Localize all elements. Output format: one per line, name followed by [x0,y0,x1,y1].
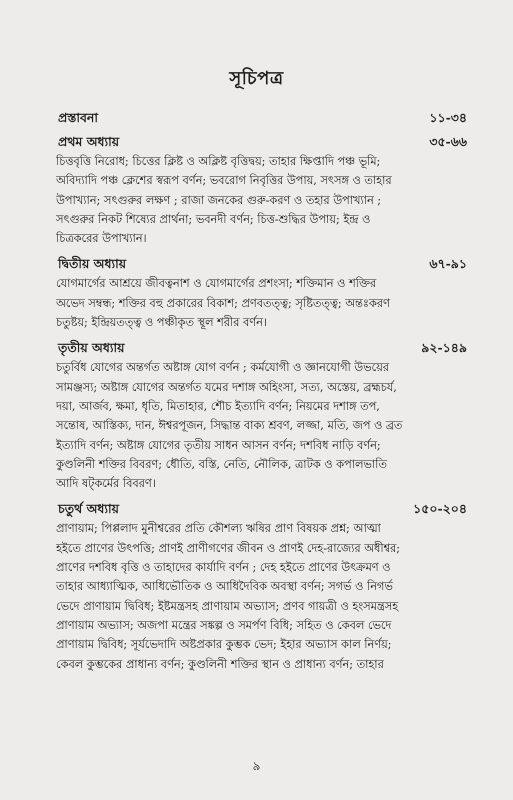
entry-pages: ৩৫-৬৬ [429,134,467,149]
entry-title: দ্বিতীয় অধ্যায় [58,256,127,272]
entry-pages: ৬৭-৯১ [429,256,467,272]
summary-line: অবিদ্যাদি পঞ্চ ক্লেশের স্বরূপ বর্ণন; ভবরোগ নিবৃত্তির উপায়, সৎসঙ্গ ও তাহার [56,174,392,188]
summary-line: কেবল কুম্ভকের প্রাধান্য বর্ণন; কুণ্ডলিনী শক্তির স্থান ও প্রাধান্য বর্ণন; তাহার [56,657,384,671]
table-of-contents [56,108,469,680]
summary-line: যোগমার্গের আশ্রয়ে জীবত্বনাশ ও যোগমার্গের প্রশংসা; শক্তিমান ও শক্তির [56,277,377,291]
summary-line: ভেদে প্রাণায়াম দ্বিবিধ; ইষ্টমন্ত্রসহ প্রাণায়াম অভ্যাস; প্রণব গায়ত্রী ও হংসমন্ত্রসহ [56,599,399,613]
summary-line: চতুষ্টয়; ইন্দ্রিয়তত্ত্ব ও পঞ্চীকৃত স্থূল শরীর বর্ণন। [56,316,267,330]
entry-pages: ৯২-১৪৯ [421,340,467,356]
summary-line: উপাখ্যান; সৎগুরুর লক্ষণ ; রাজা জনকের গুরু-করণ ও তহার উপাখ্যান ; [56,193,382,207]
summary-line: সামঞ্জস্য; অষ্টাঙ্গ যোগের অন্তর্গত যমের দশাঙ্গ অহিংসা, সত্য, অস্তেয়, ব্রহ্মচর্য, [56,380,397,394]
summary-line: অভেদ সম্বন্ধ; শক্তির বহু প্রকারের বিকাশ; প্রণবতত্ত্ব; সৃষ্টিতত্ত্ব; অন্তঃকরণ [56,296,390,310]
toc-entry-chapter-3 [56,338,469,358]
summary-line: প্রাণায়াম দ্বিবিধ; সূর্যভেদাদি অষ্টপ্রকার কুম্ভক ভেদ; ইহার অভ্যাস কাল নির্ণয়; [56,638,392,652]
summary-line: চিত্রকরের উপাখ্যান। [56,232,147,246]
summary-line: প্রাণায়াম অভ্যাস; অজপা মন্ত্রের সঙ্কল্প ও সমর্পণ বিধি; সহিত ও কেবল ভেদে [56,618,392,632]
entry-title: তৃতীয় অধ্যায় [58,340,125,356]
toc-entry-chapter-1 [56,132,469,152]
summary-line: চিত্তবৃত্তি নিরোধ; চিত্তের ক্লিষ্ট ও অক্লিষ্ট বৃত্তিদ্বয়; তাহার ক্ষিপ্তাদি পঞ্চ ভূমি; [56,155,381,168]
page-number: ৯ [252,759,261,773]
chapter-1-summary [56,152,469,248]
summary-line: প্রাণায়াম; পিপ্পলাদ মুনীশ্বরের প্রতি কৌশল্য ঋষির প্রাণ বিষয়ক প্রশ্ন; আত্মা [56,522,381,536]
entry-title: প্রস্তাবনা [58,110,98,125]
chapter-2-summary [56,274,469,332]
summary-line: কুণ্ডলিনী শক্তির বিবরণ; ধৌতি, বস্তি, নেতি, নৌলিক, ত্রাটক ও কপালভাতি [56,457,387,471]
entry-pages: ১৫০-২০৪ [413,501,467,517]
toc-entry-preface [56,108,469,128]
summary-line: আদি ষট্‌কর্মের বিবরণ। [56,477,156,491]
toc-entry-chapter-4 [56,499,469,519]
chapter-4-summary [56,519,469,673]
toc-entry-chapter-2 [56,254,469,274]
summary-line: হইতে প্রাণের উৎপত্তি; প্রাণই প্রাণীগণের জীবন ও প্রাণই দেহ-রাজ্যের অধীশ্বর; [56,541,401,555]
summary-line: সন্তোষ, আস্তিক্য, দান, ঈশ্বরপূজন, সিদ্ধান্ত বাক্য শ্রবণ, লজ্জা, মতি, জপ ও ব্রত [56,419,403,433]
summary-line: সৎগুরুর নিকট শিষ্যের প্রার্থনা; ভবনদী বর্ণন; চিত্ত-শুদ্ধির উপায়; ইন্দ্র ও [56,212,371,226]
summary-line: তাহার আধ্যাত্মিক, আধিভৌতিক ও আধিদৈবিক অবস্থা বর্ণন; সগর্ভ ও নিগর্ভ [56,580,393,594]
summary-line: ইত্যাদি বর্ণন; অষ্টাঙ্গ যোগের তৃতীয় সাধন আসন বর্ণন; দশবিধ নাড়ি বর্ণন; [56,438,381,452]
summary-line: প্রাণের দশবিধ বৃত্তি ও তাহাদের কার্যাদি বর্ণন ; দেহ হইতে প্রাণের উৎক্রমণ ও [56,561,391,575]
entry-title: প্রথম অধ্যায় [58,134,120,149]
chapter-3-summary [56,358,469,493]
entry-pages: ১১-৩৪ [429,110,467,125]
summary-line: দয়া, আর্জব, ক্ষমা, ধৃতি, মিতাহার, শৌচ ইত্যাদি বর্ণন; নিয়মের দশাঙ্গ তপ, [56,399,380,413]
page-title: সূচিপত্র [229,68,284,89]
summary-line: চতুর্বিধ যোগের অন্তর্গত অষ্টাঙ্গ যোগ বর্ণন ; কর্মযোগী ও জ্ঞানযোগী উভয়ের [56,361,389,375]
entry-title: চতুর্থ অধ্যায় [58,501,120,517]
